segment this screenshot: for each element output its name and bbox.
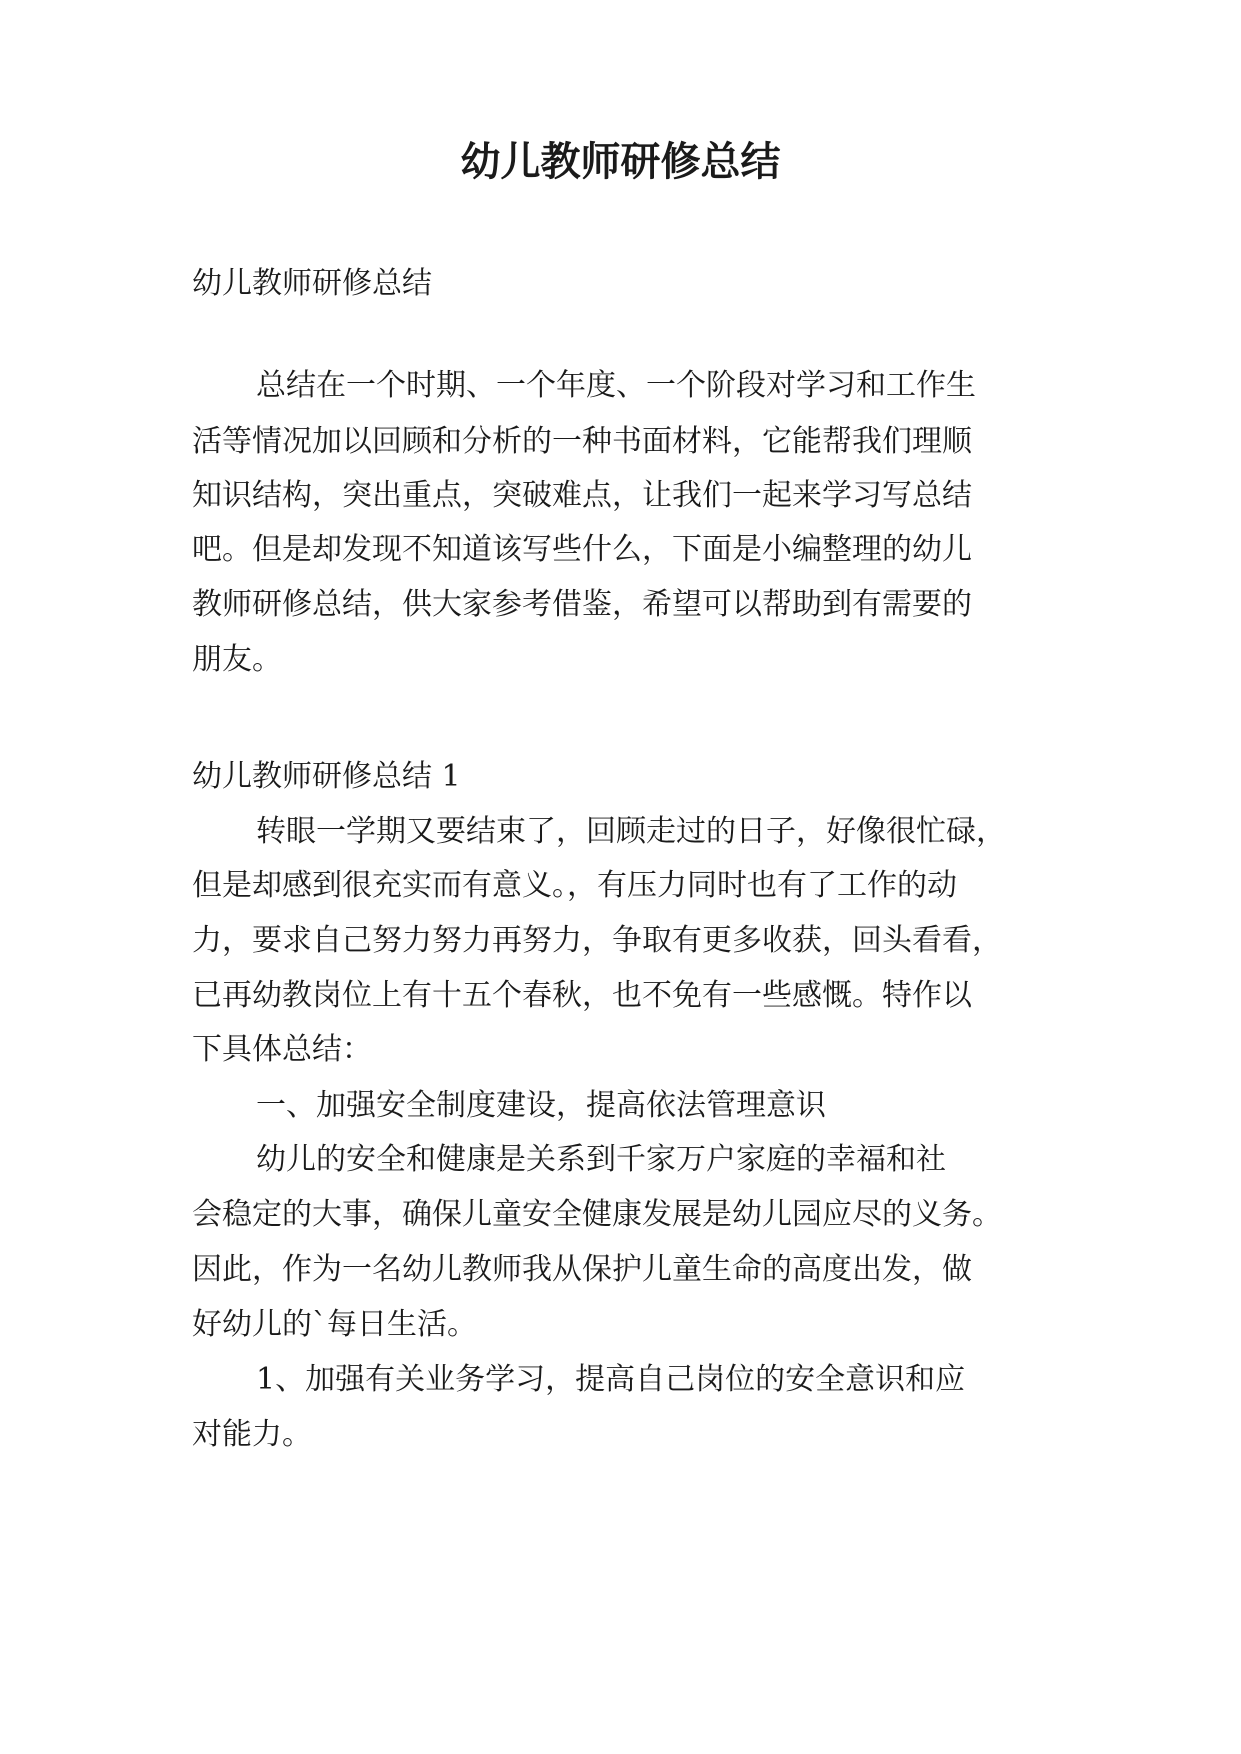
intro-line: 朋友。 [192, 642, 282, 677]
document-subtitle: 幼儿教师研修总结 [192, 266, 432, 301]
para-2-line: 因此，作为一名幼儿教师我从保护儿童生命的高度出发，做 [192, 1252, 972, 1287]
document-title: 幼儿教师研修总结 [460, 138, 781, 185]
section-para-line: 下具体总结： [192, 1032, 372, 1067]
item-1-line: 对能力。 [192, 1417, 312, 1452]
para-2-line: 好幼儿的`每日生活。 [192, 1307, 477, 1342]
para-2-line: 会稳定的大事，确保儿童安全健康发展是幼儿园应尽的义务。 [192, 1197, 1002, 1232]
intro-line: 吧。但是却发现不知道该写些什么，下面是小编整理的幼儿 [192, 532, 972, 567]
intro-line: 教师研修总结，供大家参考借鉴，希望可以帮助到有需要的 [192, 587, 972, 622]
section-para-line: 但是却感到很充实而有意义。，有压力同时也有了工作的动 [192, 868, 957, 903]
section-heading: 幼儿教师研修总结 1 [192, 759, 461, 794]
section-para-line: 力，要求自己努力努力再努力，争取有更多收获，回头看看， [192, 923, 1002, 958]
intro-line: 活等情况加以回顾和分析的一种书面材料，它能帮我们理顺 [192, 424, 972, 459]
intro-line: 知识结构，突出重点，突破难点，让我们一起来学习写总结 [192, 478, 972, 513]
para-2-line: 幼儿的安全和健康是关系到千家万户家庭的幸福和社 [256, 1142, 946, 1177]
intro-line: 总结在一个时期、一个年度、一个阶段对学习和工作生 [256, 368, 976, 403]
item-1-line: 1、加强有关业务学习，提高自己岗位的安全意识和应 [256, 1362, 966, 1397]
section-para-line: 转眼一学期又要结束了，回顾走过的日子，好像很忙碌， [256, 814, 1006, 849]
heading-1: 一、加强安全制度建设，提高依法管理意识 [256, 1088, 826, 1123]
section-para-line: 已再幼教岗位上有十五个春秋，也不免有一些感慨。特作以 [192, 978, 972, 1013]
